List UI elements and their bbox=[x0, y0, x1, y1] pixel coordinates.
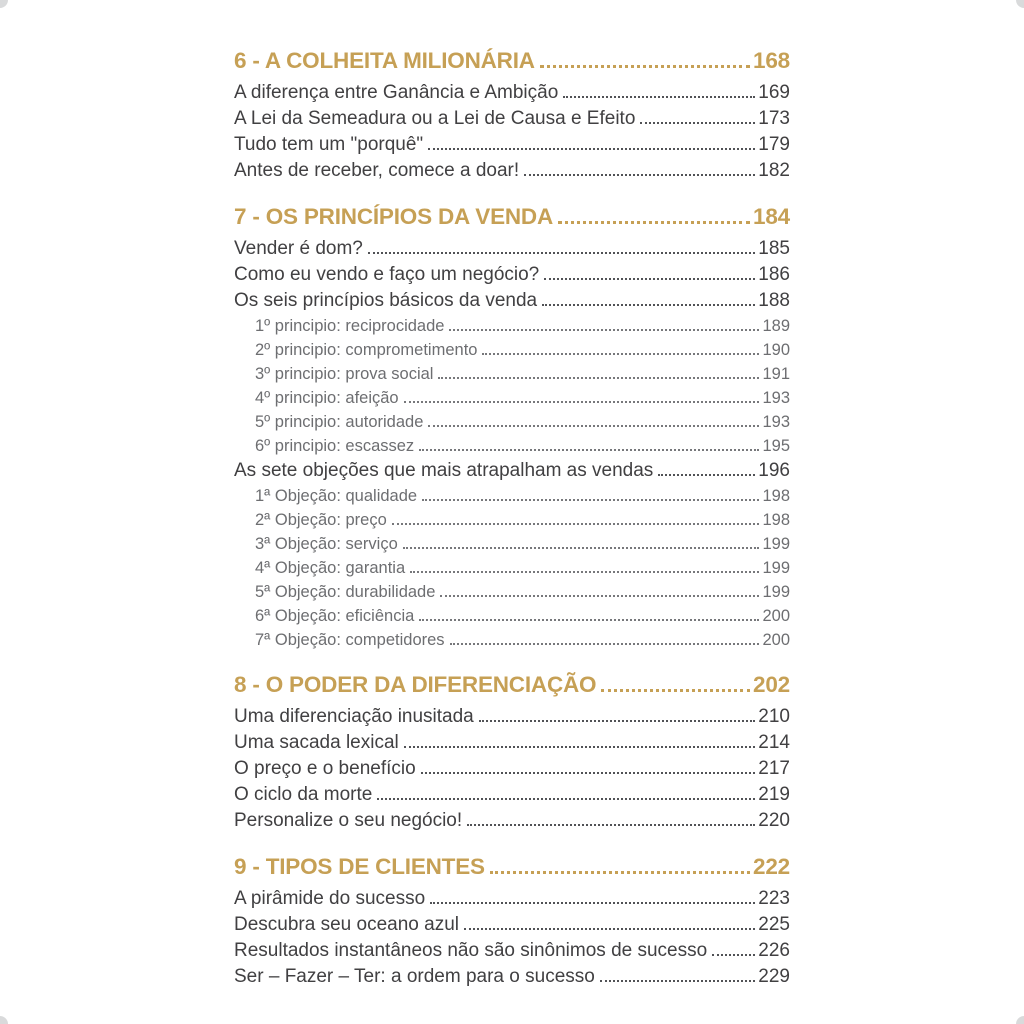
section-entries bbox=[234, 704, 790, 834]
entry-page-number: 220 bbox=[758, 810, 790, 831]
entry-page-number: 193 bbox=[762, 389, 790, 407]
entry-page-number: 193 bbox=[762, 413, 790, 431]
entry-title: 1º principio: reciprocidade bbox=[255, 317, 445, 335]
entry-title: 5º principio: autoridade bbox=[255, 413, 424, 431]
toc-entry-row bbox=[234, 106, 790, 132]
entry-page-number: 214 bbox=[758, 732, 790, 753]
section-heading-row bbox=[234, 46, 790, 76]
toc-entry-row bbox=[234, 132, 790, 158]
toc-entry-row bbox=[234, 458, 790, 484]
entry-page-number: 199 bbox=[762, 583, 790, 601]
entry-title: Ser – Fazer – Ter: a ordem para o sucesso bbox=[234, 966, 595, 987]
entry-page-number: 190 bbox=[762, 341, 790, 359]
dotted-leader bbox=[377, 798, 755, 800]
toc-entry-row bbox=[234, 314, 790, 338]
entry-page-number: 186 bbox=[758, 264, 790, 285]
toc-entry-row bbox=[234, 938, 790, 964]
entry-page-number: 200 bbox=[762, 607, 790, 625]
toc-entry-row bbox=[234, 262, 790, 288]
entry-page-number: 182 bbox=[758, 160, 790, 181]
dotted-leader bbox=[422, 499, 759, 501]
dotted-leader bbox=[403, 547, 760, 549]
dotted-leader bbox=[404, 401, 760, 403]
entry-title: Vender é dom? bbox=[234, 238, 363, 259]
entry-page-number: 217 bbox=[758, 758, 790, 779]
entry-title: A pirâmide do sucesso bbox=[234, 888, 426, 909]
dotted-leader bbox=[428, 425, 759, 427]
dotted-leader bbox=[419, 619, 759, 621]
rounded-corner-top-right bbox=[1016, 0, 1024, 8]
entry-title: Resultados instantâneos não são sinônimos de sucesso bbox=[234, 940, 708, 961]
dotted-leader bbox=[404, 746, 756, 748]
toc-entry-row bbox=[234, 886, 790, 912]
rounded-corner-top-left bbox=[0, 0, 8, 8]
section-page-number: 184 bbox=[753, 204, 790, 229]
toc-entry-row bbox=[234, 434, 790, 458]
toc-entry-row bbox=[234, 80, 790, 106]
dotted-leader bbox=[438, 377, 759, 379]
entry-title: 6ª Objeção: eficiência bbox=[255, 607, 415, 625]
section-page-number: 168 bbox=[753, 48, 790, 73]
dotted-leader bbox=[712, 954, 755, 956]
dotted-leader bbox=[467, 824, 755, 826]
entry-title: A Lei da Semeadura ou a Lei de Causa e Efeito bbox=[234, 108, 636, 129]
dotted-leader bbox=[430, 902, 755, 904]
entry-title: As sete objeções que mais atrapalham as vendas bbox=[234, 460, 654, 481]
entry-title: 4ª Objeção: garantia bbox=[255, 559, 406, 577]
entry-title: 3º principio: prova social bbox=[255, 365, 434, 383]
dotted-leader bbox=[419, 449, 759, 451]
entry-title: 7ª Objeção: competidores bbox=[255, 631, 445, 649]
entry-page-number: 196 bbox=[758, 460, 790, 481]
dotted-leader bbox=[449, 329, 759, 331]
entry-title: Como eu vendo e faço um negócio? bbox=[234, 264, 540, 285]
entry-title: 4º principio: afeição bbox=[255, 389, 399, 407]
dotted-leader bbox=[640, 122, 755, 124]
toc-entry-row bbox=[234, 386, 790, 410]
entry-title: Descubra seu oceano azul bbox=[234, 914, 459, 935]
entry-page-number: 199 bbox=[762, 559, 790, 577]
entry-title: Antes de receber, comece a doar! bbox=[234, 160, 520, 181]
entry-page-number: 198 bbox=[762, 511, 790, 529]
dotted-leader bbox=[428, 148, 755, 150]
section-heading-row bbox=[234, 202, 790, 232]
toc-entry-row bbox=[234, 912, 790, 938]
entry-title: Uma sacada lexical bbox=[234, 732, 399, 753]
dotted-leader bbox=[600, 980, 755, 982]
entry-page-number: 185 bbox=[758, 238, 790, 259]
dotted-leader bbox=[368, 252, 755, 254]
section-entries bbox=[234, 80, 790, 184]
dotted-leader bbox=[558, 221, 750, 224]
entry-page-number: 229 bbox=[758, 966, 790, 987]
entry-page-number: 195 bbox=[762, 437, 790, 455]
entry-page-number: 226 bbox=[758, 940, 790, 961]
dotted-leader bbox=[490, 871, 750, 874]
section-heading-row bbox=[234, 852, 790, 882]
toc-entry-row bbox=[234, 532, 790, 556]
entry-title: Personalize o seu negócio! bbox=[234, 810, 463, 831]
toc-section bbox=[234, 202, 790, 652]
toc-entry-row bbox=[234, 338, 790, 362]
section-entries bbox=[234, 886, 790, 990]
dotted-leader bbox=[544, 278, 755, 280]
toc-entry-row bbox=[234, 236, 790, 262]
entry-page-number: 169 bbox=[758, 82, 790, 103]
dotted-leader bbox=[410, 571, 759, 573]
section-page-number: 202 bbox=[753, 672, 790, 697]
entry-page-number: 179 bbox=[758, 134, 790, 155]
dotted-leader bbox=[479, 720, 756, 722]
rounded-corner-bottom-right bbox=[1016, 1016, 1024, 1024]
section-title: 8 - O PODER DA DIFERENCIAÇÃO bbox=[234, 672, 597, 697]
dotted-leader bbox=[524, 174, 755, 176]
toc-section bbox=[234, 852, 790, 990]
toc-section bbox=[234, 670, 790, 834]
toc-entry-row bbox=[234, 604, 790, 628]
toc-entry-row bbox=[234, 362, 790, 386]
entry-page-number: 219 bbox=[758, 784, 790, 805]
dotted-leader bbox=[658, 474, 755, 476]
toc-section bbox=[234, 46, 790, 184]
section-page-number: 222 bbox=[753, 854, 790, 879]
section-title: 6 - A COLHEITA MILIONÁRIA bbox=[234, 48, 535, 73]
entry-title: O ciclo da morte bbox=[234, 784, 373, 805]
entry-title: 1ª Objeção: qualidade bbox=[255, 487, 418, 505]
toc-entry-row bbox=[234, 288, 790, 314]
entry-title: Uma diferenciação inusitada bbox=[234, 706, 474, 727]
dotted-leader bbox=[540, 65, 750, 68]
dotted-leader bbox=[464, 928, 755, 930]
entry-page-number: 200 bbox=[762, 631, 790, 649]
entry-page-number: 188 bbox=[758, 290, 790, 311]
rounded-corner-bottom-left bbox=[0, 1016, 8, 1024]
entry-title: O preço e o benefício bbox=[234, 758, 416, 779]
entry-title: A diferença entre Ganância e Ambição bbox=[234, 82, 559, 103]
dotted-leader bbox=[542, 304, 755, 306]
dotted-leader bbox=[421, 772, 756, 774]
entry-page-number: 191 bbox=[762, 365, 790, 383]
entry-title: 3ª Objeção: serviço bbox=[255, 535, 398, 553]
dotted-leader bbox=[563, 96, 755, 98]
entry-title: 5ª Objeção: durabilidade bbox=[255, 583, 436, 601]
toc-entry-row bbox=[234, 508, 790, 532]
toc-entry-row bbox=[234, 704, 790, 730]
toc-entry-row bbox=[234, 628, 790, 652]
entry-page-number: 173 bbox=[758, 108, 790, 129]
entry-page-number: 225 bbox=[758, 914, 790, 935]
entry-title: Os seis princípios básicos da venda bbox=[234, 290, 538, 311]
dotted-leader bbox=[601, 689, 750, 692]
dotted-leader bbox=[450, 643, 760, 645]
dotted-leader bbox=[482, 353, 759, 355]
toc-entry-row bbox=[234, 808, 790, 834]
entry-title: Tudo tem um "porquê" bbox=[234, 134, 424, 155]
section-title: 9 - TIPOS DE CLIENTES bbox=[234, 854, 485, 879]
table-of-contents bbox=[234, 0, 790, 990]
entry-page-number: 210 bbox=[758, 706, 790, 727]
entry-title: 6º principio: escassez bbox=[255, 437, 415, 455]
toc-entry-row bbox=[234, 556, 790, 580]
section-title: 7 - OS PRINCÍPIOS DA VENDA bbox=[234, 204, 554, 229]
toc-entry-row bbox=[234, 964, 790, 990]
entry-title: 2º principio: comprometimento bbox=[255, 341, 478, 359]
entry-page-number: 189 bbox=[762, 317, 790, 335]
entry-page-number: 223 bbox=[758, 888, 790, 909]
toc-entry-row bbox=[234, 410, 790, 434]
toc-entry-row bbox=[234, 580, 790, 604]
dotted-leader bbox=[392, 523, 760, 525]
entry-title: 2ª Objeção: preço bbox=[255, 511, 387, 529]
entry-page-number: 199 bbox=[762, 535, 790, 553]
toc-entry-row bbox=[234, 782, 790, 808]
section-heading-row bbox=[234, 670, 790, 700]
section-entries bbox=[234, 236, 790, 652]
toc-entry-row bbox=[234, 756, 790, 782]
toc-entry-row bbox=[234, 730, 790, 756]
entry-page-number: 198 bbox=[762, 487, 790, 505]
toc-entry-row bbox=[234, 484, 790, 508]
dotted-leader bbox=[440, 595, 759, 597]
toc-entry-row bbox=[234, 158, 790, 184]
